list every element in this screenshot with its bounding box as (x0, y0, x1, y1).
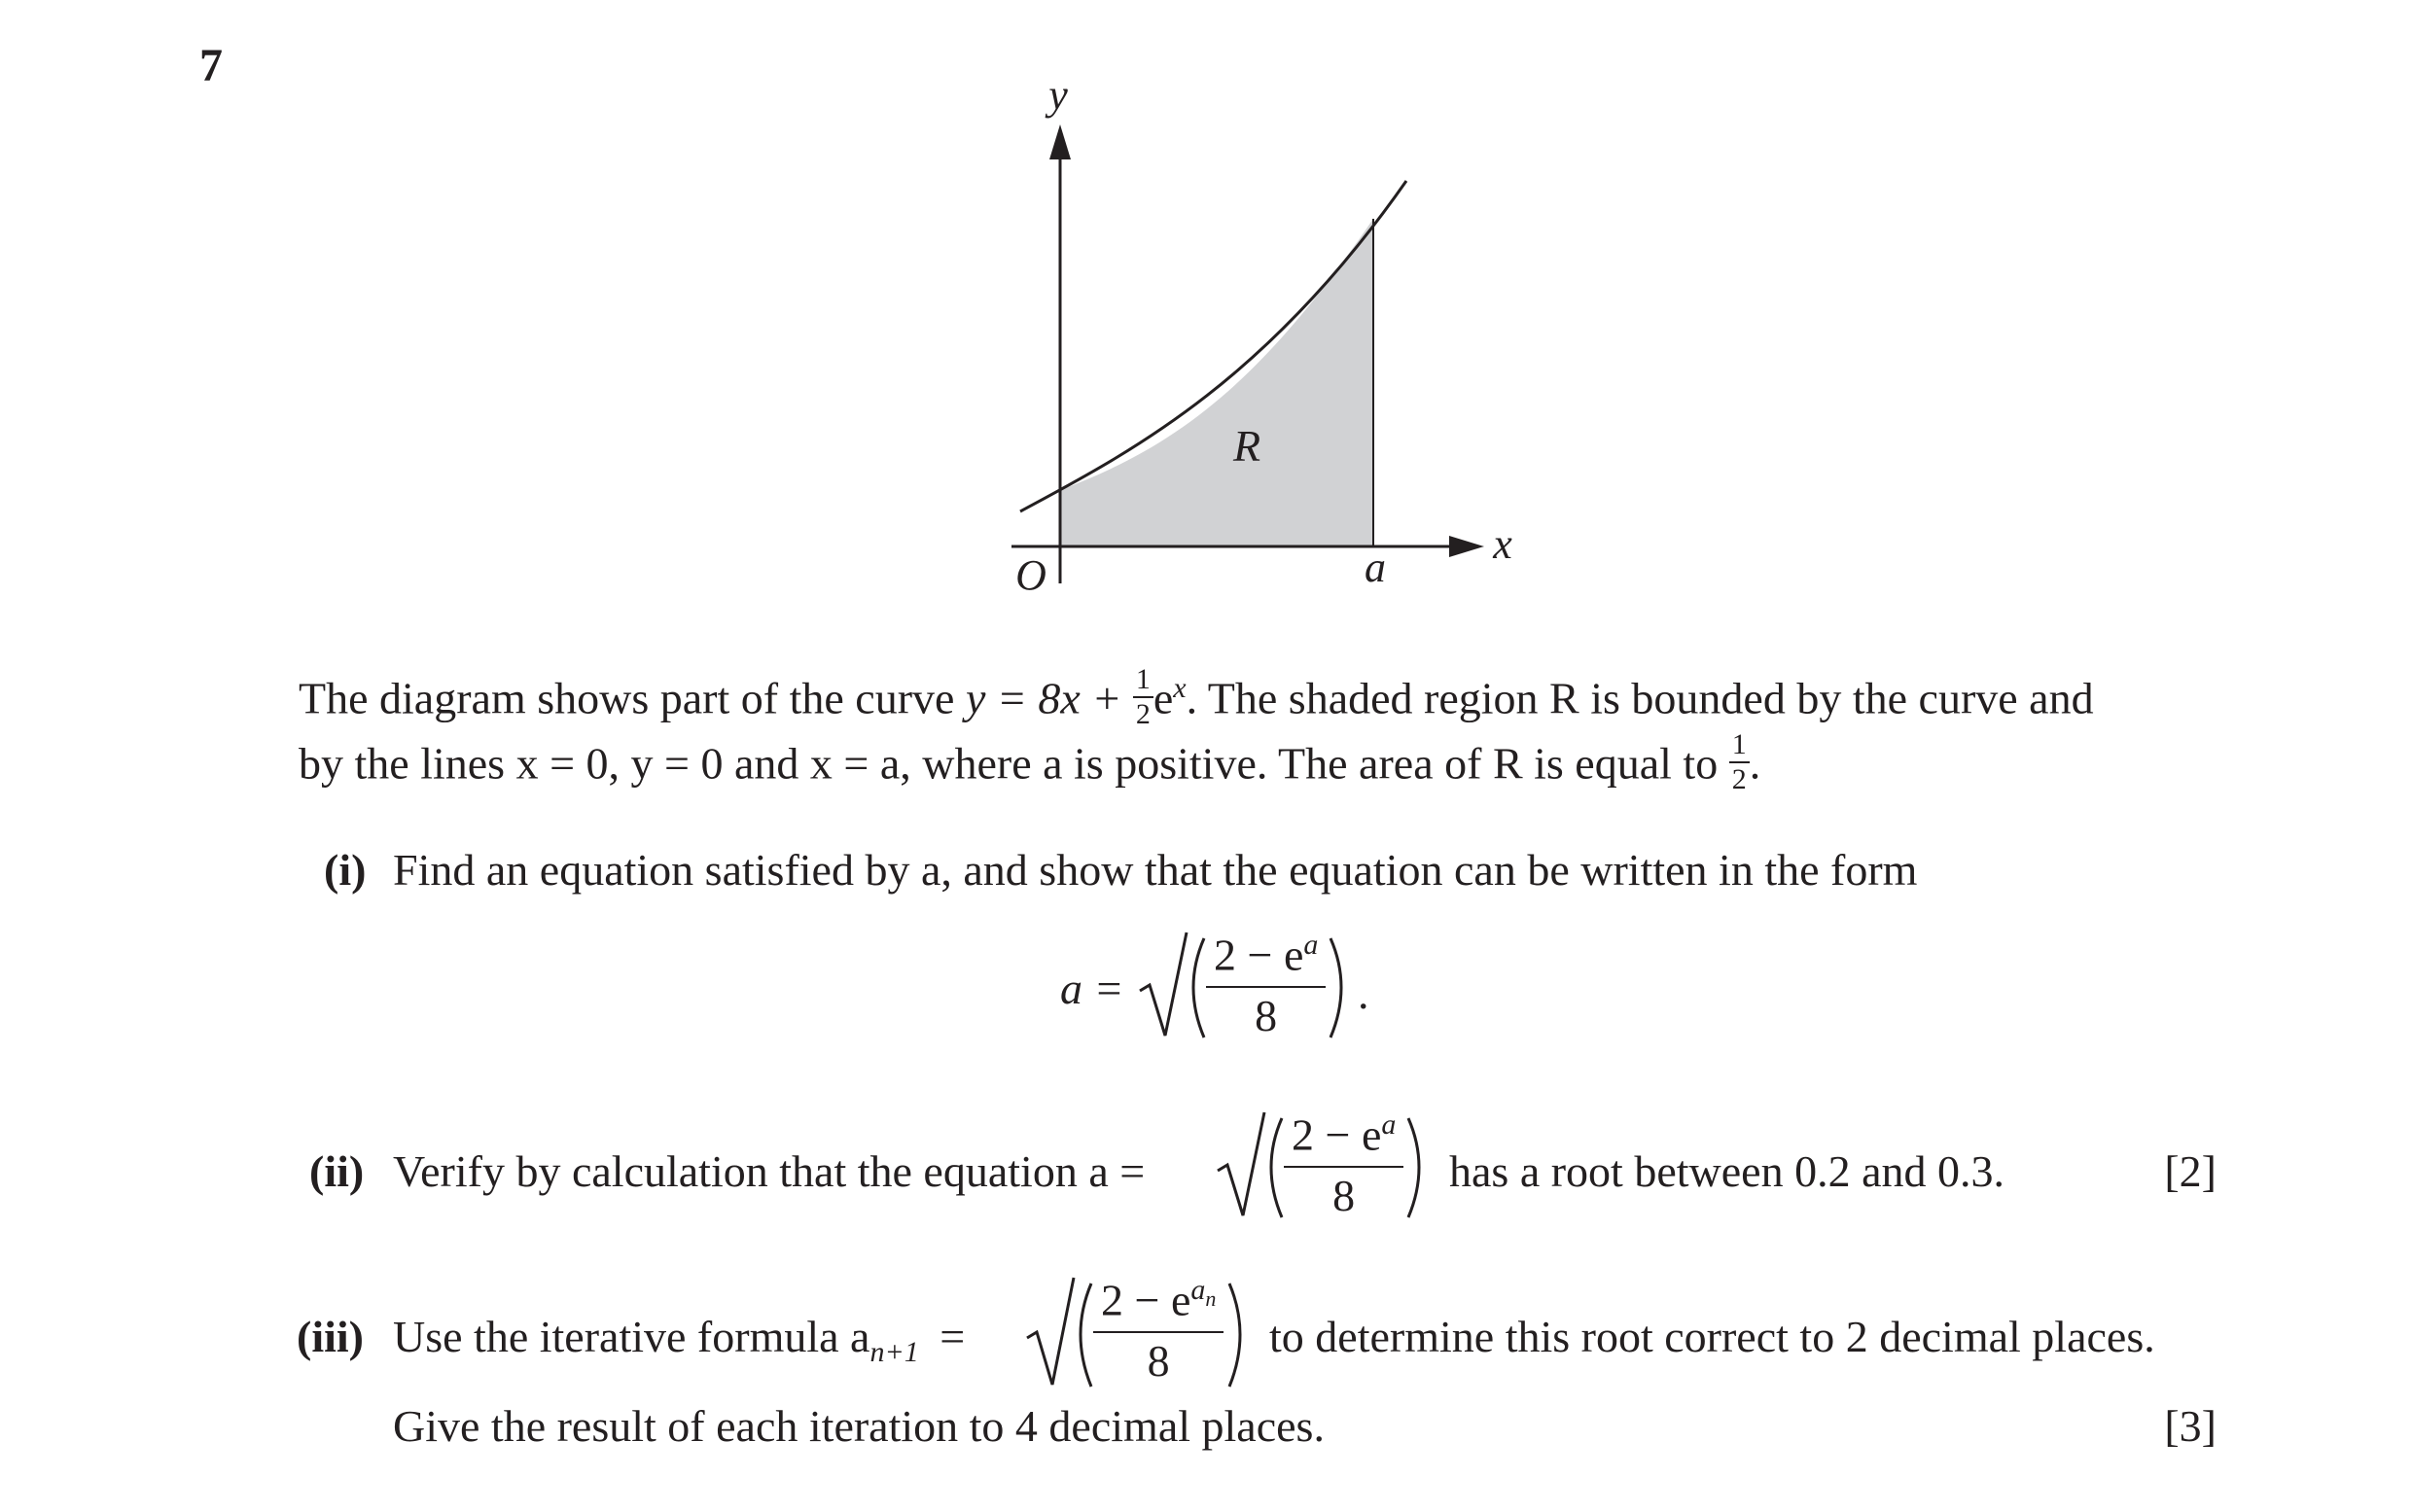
part-iii-text-b: to determine this root correct to 2 decimal places. (1269, 1312, 2155, 1361)
area-numerator: 1 (1729, 730, 1750, 763)
part-ii-label: (ii) (309, 1146, 365, 1196)
part-i-denominator: 8 (1255, 991, 1278, 1041)
part-iii-text-b-line (1269, 1311, 2155, 1362)
question-number: 7 (199, 40, 223, 91)
intro-end: . (1749, 738, 1761, 789)
part-i-label: (i) (324, 845, 367, 895)
part-ii-text-a: Verify by calculation that the equation a = (393, 1146, 1146, 1196)
part-i-text-line (393, 844, 1917, 896)
x-axis-label: x (1493, 520, 1512, 568)
exp-power: x (1173, 672, 1187, 705)
region-label: R (1232, 421, 1261, 471)
intro-line-2 (299, 728, 1761, 800)
part-ii-numerator: 2 − e (1292, 1109, 1382, 1160)
part-iii-text-a: Use the iterative formula a (393, 1312, 870, 1361)
part-ii-text-line (393, 1145, 1145, 1197)
part-ii-line (309, 1145, 364, 1197)
part-iii-text-c: Give the result of each iteration to 4 decimal places. (393, 1401, 1325, 1451)
part-iii-fraction (1093, 1274, 1224, 1387)
part-iii-eq-sign: = (940, 1312, 966, 1361)
part-iii-denominator: 8 (1147, 1336, 1170, 1387)
intro-text-a: The diagram shows part of the curve (299, 673, 966, 723)
curve-equation: y = 8x + (965, 673, 1133, 723)
part-iii-subscript: n+1 (869, 1336, 919, 1369)
intro-line-1 (299, 663, 2094, 735)
part-i-text: Find an equation satisfied by a, and show that the equation can be written in the form (393, 845, 1918, 895)
part-i-eq-end (1358, 967, 1369, 1019)
part-i-numerator-power: a (1303, 929, 1319, 961)
half-denominator: 2 (1135, 698, 1151, 730)
part-ii-numerator-power: a (1381, 1108, 1397, 1141)
part-ii-text-b-line (1449, 1145, 2004, 1197)
part-iii-label: (iii) (297, 1312, 364, 1361)
part-iii-numerator-power: a (1190, 1274, 1206, 1306)
x-axis-arrowhead (1449, 536, 1484, 557)
part-i-line (324, 844, 366, 896)
half-numerator: 1 (1133, 665, 1153, 698)
y-axis-label: y (1048, 71, 1068, 119)
part-i-numerator: 2 − e (1214, 930, 1304, 980)
tick-a-label: a (1365, 544, 1386, 591)
origin-label: O (1015, 551, 1046, 599)
area-denominator: 2 (1731, 763, 1747, 795)
intro-text-c: by the lines x = 0, y = 0 and x = a, where a is positive. The area of R is equal to (299, 738, 1729, 789)
part-ii-marks: [2] (2164, 1146, 2217, 1196)
area-fraction (1729, 730, 1750, 794)
part-ii-denominator: 8 (1332, 1171, 1356, 1221)
part-i-fraction (1206, 929, 1326, 1041)
exp-base: e (1153, 673, 1174, 723)
curve-diagram (0, 0, 2412, 622)
part-iii-power-subscript: n (1205, 1286, 1217, 1311)
part-iii-text-line (393, 1311, 965, 1369)
part-iii-line-2 (393, 1400, 1325, 1452)
part-iii-marks: [3] (2164, 1401, 2217, 1451)
half-fraction (1133, 665, 1153, 729)
part-iii-line (297, 1311, 364, 1362)
y-axis-arrowhead (1049, 124, 1071, 159)
intro-text-b: . The shaded region R is bounded by the curve and (1186, 673, 2094, 723)
part-iii-numerator: 2 − e (1101, 1275, 1191, 1325)
part-ii-text-b: has a root between 0.2 and 0.3. (1449, 1146, 2005, 1196)
part-i-eq-dot: . (1358, 968, 1369, 1018)
part-ii-fraction (1284, 1108, 1403, 1221)
part-i-eq-lhs (1060, 963, 1124, 1014)
shaded-region-r (1060, 219, 1373, 546)
part-i-eq-lhs-text: a = (1060, 964, 1124, 1013)
